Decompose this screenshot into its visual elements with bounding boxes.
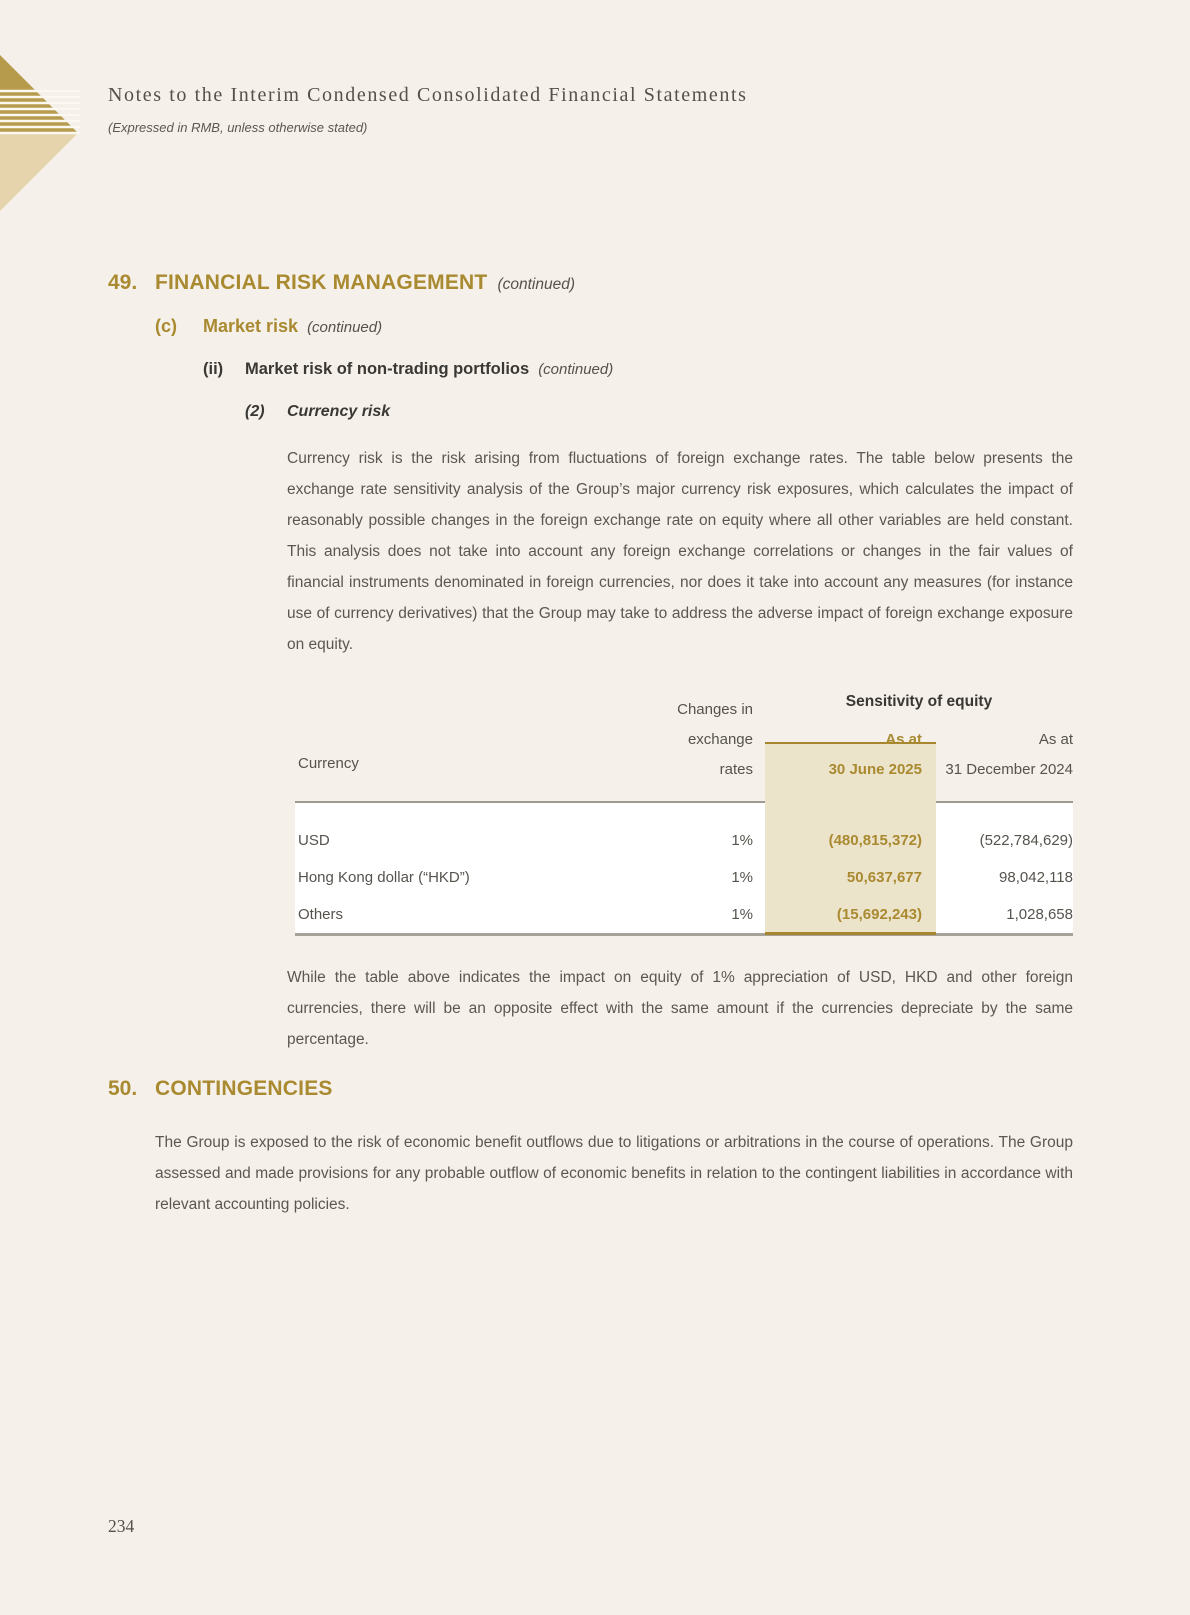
row-dec2024-value: 98,042,118	[999, 869, 1073, 886]
row-currency: Hong Kong dollar (“HKD”)	[298, 869, 470, 886]
section-49-heading	[108, 271, 575, 295]
currency-sensitivity-table	[295, 690, 1073, 940]
column-header-changes-in-exchange-rates: Changes in exchange rates	[677, 701, 753, 778]
row-currency: Others	[298, 906, 344, 923]
corner-arrow-decoration-icon	[0, 55, 80, 211]
currency-risk-paragraph: Currency risk is the risk arising from fluctuations of foreign exchange rates. The table below presents the exchange rate sensitivity analysis of the Group’s major currency risk exposures, which calculates the impact of reasonably possible changes in the foreign exchange rate on equity where all other variables are held constant. This analysis does not take into account any foreign exchange correlations or changes in the fair values of financial instruments denominated in foreign currencies, nor does it take into account any measures (for instance use of currency derivatives) that the Group may take to address the adverse impact of foreign exchange exposure on equity.	[287, 450, 1073, 653]
subsection-ii-continued: (continued)	[538, 361, 614, 378]
document-subtitle: (Expressed in RMB, unless otherwise stated)	[108, 120, 368, 135]
table-row-hkd	[295, 869, 1073, 891]
section-49-continued: (continued)	[497, 276, 575, 293]
subsection-ii-title: Market risk of non-trading portfolios	[245, 360, 530, 378]
page-number: 234	[108, 1516, 135, 1536]
row-jun2025-value: (480,815,372)	[828, 832, 922, 849]
row-currency: USD	[298, 832, 330, 849]
section-49-title: FINANCIAL RISK MANAGEMENT	[155, 271, 488, 294]
row-dec2024-value: 1,028,658	[1006, 906, 1073, 923]
column-header-as-at-30-june-2025: As at 30 June 2025	[828, 731, 922, 778]
row-dec2024-value: (522,784,629)	[979, 832, 1073, 849]
group-header-sensitivity-of-equity: Sensitivity of equity	[845, 693, 993, 710]
section-49-number: 49.	[108, 271, 138, 294]
table-header-divider	[295, 801, 1073, 803]
subsection-c-label: (c)	[155, 316, 177, 336]
table-row-usd	[295, 832, 1073, 854]
table-bottom-border	[295, 933, 1073, 936]
contingencies-paragraph: The Group is exposed to the risk of economic benefit outflows due to litigations or arbitrations in the course of operations. The Group assessed and made provisions for any probable outflow of economic benefits in relation to the contingent liabilities in accordance with relevant accounting policies.	[155, 1134, 1073, 1213]
column-header-currency: Currency	[298, 755, 359, 772]
appreciation-effect-paragraph: While the table above indicates the impact on equity of 1% appreciation of USD, HKD and other foreign currencies, there will be an opposite effect with the same amount if the currencies depreciate by the same percentage.	[287, 969, 1073, 1048]
subsection-c-title: Market risk	[203, 316, 299, 336]
subsection-2-label: (2)	[245, 403, 265, 420]
document-title: Notes to the Interim Condensed Consolidated Financial Statements	[108, 84, 748, 106]
row-jun2025-value: 50,637,677	[846, 869, 922, 886]
row-jun2025-value: (15,692,243)	[836, 906, 922, 923]
subsection-c-continued: (continued)	[307, 319, 383, 336]
row-change: 1%	[731, 869, 753, 886]
subsection-ii-heading	[203, 360, 613, 379]
section-50-title: CONTINGENCIES	[155, 1077, 333, 1100]
subsection-c-heading	[155, 316, 382, 337]
table-row-others	[295, 906, 1073, 928]
column-header-as-at-31-december-2024: As at 31 December 2024	[945, 731, 1073, 778]
row-change: 1%	[731, 906, 753, 923]
section-50-heading	[108, 1077, 333, 1101]
subsection-2-title: Currency risk	[287, 403, 391, 420]
section-50-number: 50.	[108, 1077, 138, 1100]
subsection-ii-label: (ii)	[203, 360, 224, 378]
subsection-2-heading	[245, 403, 390, 421]
row-change: 1%	[731, 832, 753, 849]
